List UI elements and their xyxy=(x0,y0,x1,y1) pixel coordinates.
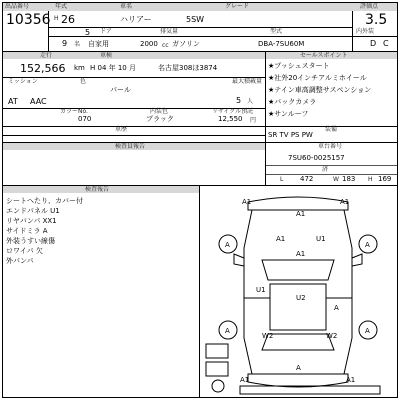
damage-mark: A xyxy=(225,241,230,249)
inspection-label: 車検 xyxy=(100,52,113,59)
damage-mark: A xyxy=(365,241,370,249)
equipment-item: ★サンルーフ xyxy=(268,110,309,118)
width-label: W xyxy=(333,176,339,183)
exterior-grade: C xyxy=(383,39,389,48)
body-color: パール xyxy=(110,86,131,94)
inspection-date: H 04 年 10 月 xyxy=(90,64,136,72)
damage-mark: U1 xyxy=(256,286,266,294)
length-label: L xyxy=(280,176,284,183)
interior-color: ブラック xyxy=(146,115,174,123)
auction-score: 3.5 xyxy=(365,12,388,28)
seat-box xyxy=(206,344,228,358)
mileage-value: 152,566 xyxy=(20,62,66,75)
equipment-item: ★バックカメラ xyxy=(268,98,317,106)
chassis-note: 済 xyxy=(322,166,329,173)
report-line: 外装うすい線傷 xyxy=(6,237,55,245)
model-code: DBA-7SU60M xyxy=(258,40,305,48)
maker-label: 車名 xyxy=(120,3,133,10)
interior-grade: D xyxy=(370,39,377,48)
steering-wheel-outline xyxy=(212,380,224,392)
damage-mark: A1 xyxy=(240,376,250,384)
mileage-label: 走行 xyxy=(40,52,53,59)
damage-mark: A xyxy=(296,364,301,372)
seat-box xyxy=(206,362,228,376)
damage-mark: A1 xyxy=(346,376,356,384)
damage-mark: A xyxy=(365,327,370,335)
equipment-item: ★社外20インチアルミホイール xyxy=(268,74,367,82)
rear-bumper-outline xyxy=(248,374,348,387)
damage-mark: A xyxy=(225,327,230,335)
car-height: 169 xyxy=(378,175,392,183)
report-line: サイドミラ A xyxy=(6,227,48,235)
color-label: 色 xyxy=(80,78,87,85)
usage-type: 自家用 xyxy=(88,40,109,48)
history-label: 車歴 xyxy=(115,126,128,133)
doors-label: ドア xyxy=(100,28,112,35)
lot-label: 出品番号 xyxy=(5,3,30,10)
year-label: 年式 xyxy=(55,3,68,10)
color-no-label: カラーNo. xyxy=(60,108,88,115)
grade-field-label: グレード xyxy=(225,3,250,10)
score-label: 評価点 xyxy=(360,3,379,10)
displacement-value: 2000 xyxy=(140,40,158,48)
aircon: AAC xyxy=(30,97,47,106)
recycle-label: リサイクル預託 xyxy=(212,108,254,115)
mileage-unit: km xyxy=(74,64,85,72)
license-plate: 名古屋308ほ3874 xyxy=(158,64,218,72)
damage-mark: A1 xyxy=(296,250,306,258)
equipment-item: ★テイン車高調整サスペンション xyxy=(268,86,372,94)
options-label: 装備 xyxy=(325,126,338,133)
lot-number: 10356 xyxy=(6,12,51,28)
car-damage-diagram xyxy=(200,188,397,396)
model-year: 26 xyxy=(61,13,75,26)
report-line: エンドパネル U1 xyxy=(6,207,60,215)
seats-count: 9 xyxy=(62,39,68,48)
recycle-fee: 12,550 xyxy=(218,115,243,123)
options-list: SR TV PS PW xyxy=(268,131,313,139)
color-code: 070 xyxy=(78,115,92,123)
report-label: 検査報告 xyxy=(85,186,110,193)
report-line: シートへたり、カバー付 xyxy=(6,197,83,205)
chassis-number: 7SU60-0025157 xyxy=(288,154,345,162)
left-mirror-outline xyxy=(234,254,244,266)
transmission: AT xyxy=(8,97,18,106)
damage-mark: A1 xyxy=(296,210,306,218)
recycle-unit: 円 xyxy=(250,117,257,124)
seats-unit: 名 xyxy=(74,41,81,48)
car-width: 183 xyxy=(342,175,356,183)
report-line: リヤバンパ XX1 xyxy=(6,217,57,225)
fuel-type: ガソリン xyxy=(172,40,200,48)
interior-color-label: 内装色 xyxy=(150,108,169,115)
doors-count: 5 xyxy=(85,28,91,37)
capacity-label: 最大積載量 xyxy=(232,78,263,85)
trans-label: ミッション xyxy=(8,78,38,85)
report-line: 外パンパ xyxy=(6,257,34,265)
cc-unit: cc xyxy=(162,42,169,49)
era-mark: H xyxy=(54,15,59,22)
damage-mark: A1 xyxy=(276,235,286,243)
type-label: 型式 xyxy=(270,28,283,35)
damage-mark: A1 xyxy=(242,198,252,206)
height-label: H xyxy=(368,176,373,183)
damage-mark: A1 xyxy=(340,198,350,206)
chassis-label: 車台番号 xyxy=(318,143,343,150)
damage-mark: A xyxy=(334,304,339,312)
right-mirror-outline xyxy=(352,254,362,266)
capacity-unit: 人 xyxy=(247,98,254,105)
roof-outline xyxy=(270,284,326,330)
trim-name: 5SW xyxy=(186,15,205,24)
inspector-label: 検査員報告 xyxy=(115,143,146,150)
seating-capacity: 5 xyxy=(236,96,242,105)
damage-mark: U2 xyxy=(296,294,306,302)
car-name: ハリアー xyxy=(120,15,152,24)
damage-mark: W2 xyxy=(262,332,274,340)
cc-label: 排気量 xyxy=(160,28,179,35)
damage-mark: W2 xyxy=(326,332,338,340)
report-line: ロワイパ 欠 xyxy=(6,247,43,255)
car-length: 472 xyxy=(300,175,314,183)
interior-label: 内外装 xyxy=(356,28,375,35)
front-bumper-outline xyxy=(248,197,348,210)
equipment-item: ★プッシュスタート xyxy=(268,62,330,70)
equipment-label: セールスポイント xyxy=(300,52,348,59)
damage-mark: U1 xyxy=(316,235,326,243)
windshield-outline xyxy=(262,260,334,280)
